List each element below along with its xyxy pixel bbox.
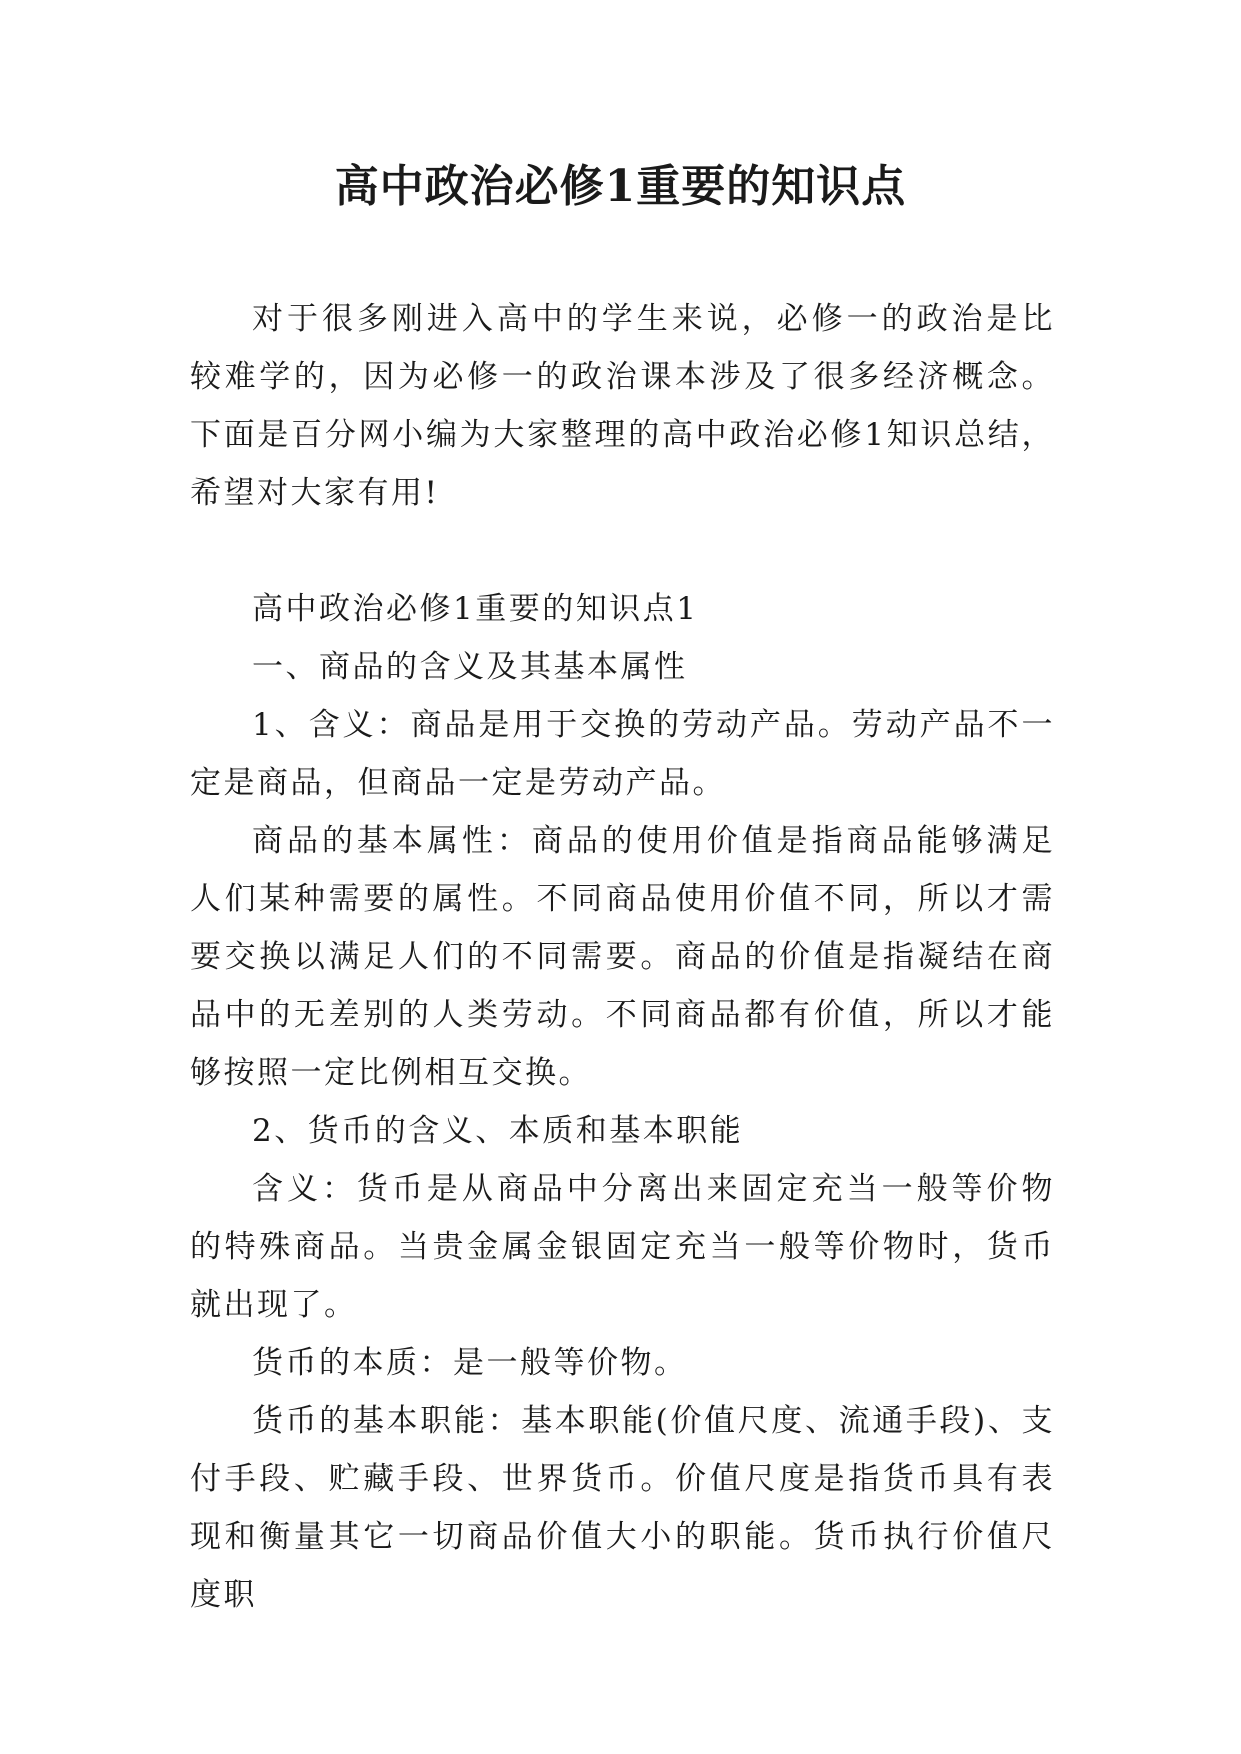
subsection-heading: 一、商品的含义及其基本属性 xyxy=(252,649,688,685)
body-paragraph: 商品的基本属性：商品的使用价值是指商品能够满足人们某种需要的属性。不同商品使用价值不同，所以才需要交换以满足人们的不同需要。商品的价值是指凝结在商品中的无差别的人类劳动。不同商品都有价值，所以才能够按照一定比例相互交换。 xyxy=(190,823,1055,1091)
subsection-heading: 2、货币的含义、本质和基本职能 xyxy=(252,1113,744,1149)
body-paragraph: 1、含义：商品是用于交换的劳动产品。劳动产品不一定是商品，但商品一定是劳动产品。 xyxy=(190,707,1055,801)
paragraph-spacer xyxy=(190,522,1055,580)
body-paragraph: 货币的基本职能：基本职能(价值尺度、流通手段)、支付手段、贮藏手段、世界货币。价值尺度是指货币具有表现和衡量其它一切商品价值大小的职能。货币执行价值尺度职 xyxy=(190,1403,1055,1613)
document-title: 高中政治必修1重要的知识点 xyxy=(334,161,907,212)
section-heading: 高中政治必修1重要的知识点1 xyxy=(252,591,699,627)
body-paragraph: 含义：货币是从商品中分离出来固定充当一般等价物的特殊商品。当贵金属金银固定充当一般等价物时，货币就出现了。 xyxy=(190,1171,1055,1323)
intro-paragraph: 对于很多刚进入高中的学生来说，必修一的政治是比较难学的，因为必修一的政治课本涉及了很多经济概念。下面是百分网小编为大家整理的高中政治必修1知识总结，希望对大家有用! xyxy=(190,301,1055,511)
document-body xyxy=(190,290,1055,1624)
body-paragraph: 货币的本质：是一般等价物。 xyxy=(252,1345,688,1381)
